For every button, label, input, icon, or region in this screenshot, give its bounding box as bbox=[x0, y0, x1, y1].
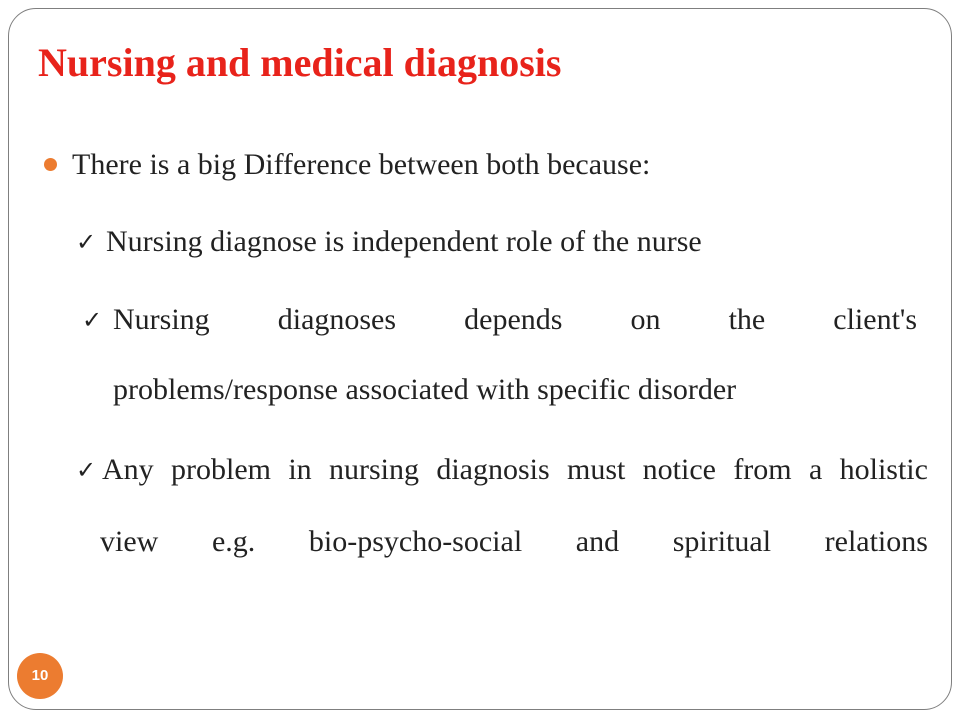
word: holistic bbox=[839, 453, 928, 486]
word: bio-psycho-social bbox=[308, 525, 523, 558]
word: nursing bbox=[328, 453, 419, 486]
check-item-2 bbox=[76, 300, 926, 410]
check-item-text: Nursing diagnose is independent role of the nurse bbox=[106, 225, 702, 258]
check-icon: ✓ bbox=[76, 228, 97, 256]
word: client's bbox=[833, 303, 917, 336]
check-item-3 bbox=[76, 450, 936, 640]
main-bullet-text: There is a big Difference between both because: bbox=[72, 148, 651, 181]
word: a bbox=[808, 453, 823, 486]
check-item-1 bbox=[76, 222, 926, 262]
word: spiritual bbox=[672, 525, 772, 558]
check-item-text-line-2 bbox=[100, 522, 928, 562]
word: and bbox=[575, 525, 620, 558]
check-icon: ✓ bbox=[82, 306, 103, 334]
check-item-text-line-1 bbox=[102, 450, 928, 490]
word: notice bbox=[642, 453, 716, 486]
word: diagnosis bbox=[436, 453, 550, 486]
word: relations bbox=[824, 525, 928, 558]
word: Nursing bbox=[113, 303, 210, 336]
word: the bbox=[728, 303, 766, 336]
check-icon: ✓ bbox=[76, 456, 97, 484]
word: on bbox=[630, 303, 661, 336]
page-number-badge: 10 bbox=[17, 653, 63, 699]
slide-title: Nursing and medical diagnosis bbox=[38, 40, 562, 85]
word: in bbox=[288, 453, 312, 486]
word: from bbox=[733, 453, 792, 486]
word: must bbox=[566, 453, 626, 486]
check-item-text-line-2: problems/response associated with specific disorder bbox=[113, 373, 737, 406]
word: e.g. bbox=[211, 525, 256, 558]
word: diagnoses bbox=[277, 303, 397, 336]
word: depends bbox=[464, 303, 563, 336]
word: view bbox=[100, 525, 159, 558]
bullet-dot-icon bbox=[44, 158, 57, 171]
check-item-text-line-1 bbox=[113, 300, 917, 340]
word: problem bbox=[171, 453, 271, 486]
word: Any bbox=[102, 453, 154, 486]
